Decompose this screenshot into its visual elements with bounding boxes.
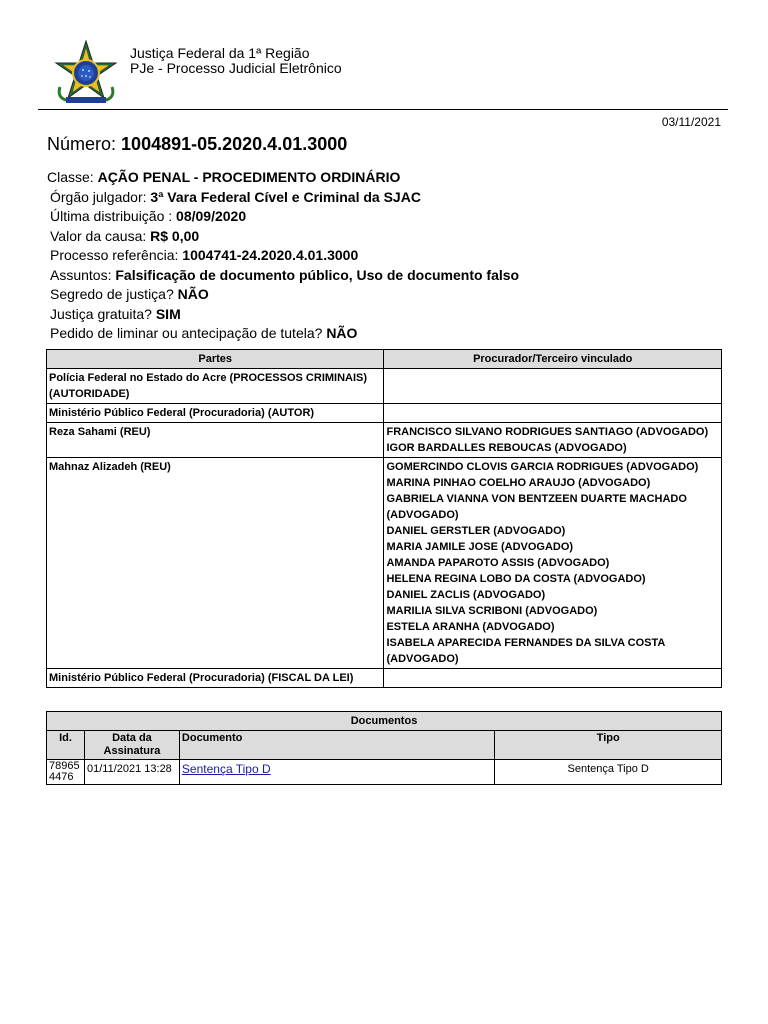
col-header-id: Id. [47,731,85,760]
procurador-name: ISABELA APARECIDA FERNANDES DA SILVA COSTA (ADVOGADO) [386,637,665,665]
col-header-tipo: Tipo [495,731,722,760]
col-header-procurador: Procurador/Terceiro vinculado [384,350,722,369]
system-name: PJe - Processo Judicial Eletrônico [130,60,342,76]
process-number-label: Número: [47,134,117,154]
document-id: 78965 4476 [47,760,85,785]
partes-row [47,458,722,669]
header-text [130,46,342,76]
partes-row [47,423,722,458]
procurador-name: MARINA PINHAO COELHO ARAUJO (ADVOGADO) [386,477,651,489]
procurador-name: DANIEL GERSTLER (ADVOGADO) [386,525,566,537]
info-liminar [47,324,519,344]
document-type: Sentença Tipo D [495,760,722,785]
info-value: 3ª Vara Federal Cível e Criminal da SJAC [150,188,421,205]
procurador-name: HELENA REGINA LOBO DA COSTA (ADVOGADO) [386,573,646,585]
document-cell [179,760,494,785]
documents-header-row [47,731,722,760]
procurador-cell [384,669,722,688]
document-row [47,760,722,785]
info-value: NÃO [326,325,358,341]
partes-header-row [47,350,722,369]
col-header-partes: Partes [47,350,384,369]
parte-cell: Reza Sahami (REU) [47,423,384,458]
documents-title-row [47,712,722,731]
info-label: Pedido de liminar ou antecipação de tutela? [50,325,323,341]
info-segredo [47,285,519,305]
court-name: Justiça Federal da 1ª Região [130,45,310,61]
header-divider [38,109,728,110]
info-assuntos [47,266,519,286]
document-header [0,0,768,110]
procurador-cell [384,369,722,404]
info-label: Segredo de justiça? [50,286,174,302]
info-value: AÇÃO PENAL - PROCEDIMENTO ORDINÁRIO [97,169,401,185]
info-value: 1004741-24.2020.4.01.3000 [182,247,359,263]
procurador-name: MARILIA SILVA SCRIBONI (ADVOGADO) [386,605,598,617]
info-distribuicao [47,207,519,227]
partes-row [47,404,722,423]
info-label: Classe: [47,169,94,185]
info-value: Falsificação de documento público, Uso de documento falso [115,266,520,283]
info-label: Processo referência: [50,247,179,263]
procurador-name: MARIA JAMILE JOSE (ADVOGADO) [386,541,574,553]
info-gratuita [47,305,519,325]
info-value: R$ 0,00 [150,227,200,244]
procurador-name: GOMERCINDO CLOVIS GARCIA RODRIGUES (ADVOGADO) [386,461,699,473]
coat-of-arms-icon [52,40,120,106]
partes-table [46,349,722,688]
info-value: NÃO [177,286,209,302]
info-value: 08/09/2020 [176,208,247,224]
process-number [47,134,347,155]
procurador-name: FRANCISCO SILVANO RODRIGUES SANTIAGO (ADVOGADO) [386,426,709,438]
parte-cell: Mahnaz Alizadeh (REU) [47,458,384,669]
info-referencia [47,246,519,266]
parte-cell: Polícia Federal no Estado do Acre (PROCESSOS CRIMINAIS) (AUTORIDADE) [47,369,384,404]
parte-cell: Ministério Público Federal (Procuradoria) (AUTOR) [47,404,384,423]
parte-cell: Ministério Público Federal (Procuradoria) (FISCAL DA LEI) [47,669,384,688]
partes-row [47,369,722,404]
procurador-name: AMANDA PAPAROTO ASSIS (ADVOGADO) [386,557,610,569]
document-date: 03/11/2021 [661,115,721,129]
procurador-name: IGOR BARDALLES REBOUCAS (ADVOGADO) [386,442,627,454]
info-label: Órgão julgador: [50,188,147,205]
document-date: 01/11/2021 13:28 [84,760,179,785]
partes-row [47,669,722,688]
documents-title: Documentos [47,712,722,731]
info-valor [47,227,519,247]
procurador-name: DANIEL ZACLIS (ADVOGADO) [386,589,546,601]
info-orgao [47,188,519,208]
procurador-cell [384,458,722,669]
procurador-cell [384,404,722,423]
col-header-documento: Documento [179,731,494,760]
info-label: Justiça gratuita? [50,305,152,322]
info-label: Assuntos: [50,266,112,283]
process-number-value: 1004891-05.2020.4.01.3000 [121,134,348,154]
info-label: Última distribuição : [50,208,173,224]
info-classe [47,168,519,188]
col-header-data: Data da Assinatura [84,731,179,760]
process-info [47,168,519,344]
info-value: SIM [155,305,181,322]
procurador-name: ESTELA ARANHA (ADVOGADO) [386,621,555,633]
info-label: Valor da causa: [50,227,147,244]
procurador-name: GABRIELA VIANNA VON BENTZEEN DUARTE MACHADO (ADVOGADO) [386,493,687,521]
documents-table [46,711,722,785]
document-link[interactable]: Sentença Tipo D [181,762,271,776]
procurador-cell [384,423,722,458]
